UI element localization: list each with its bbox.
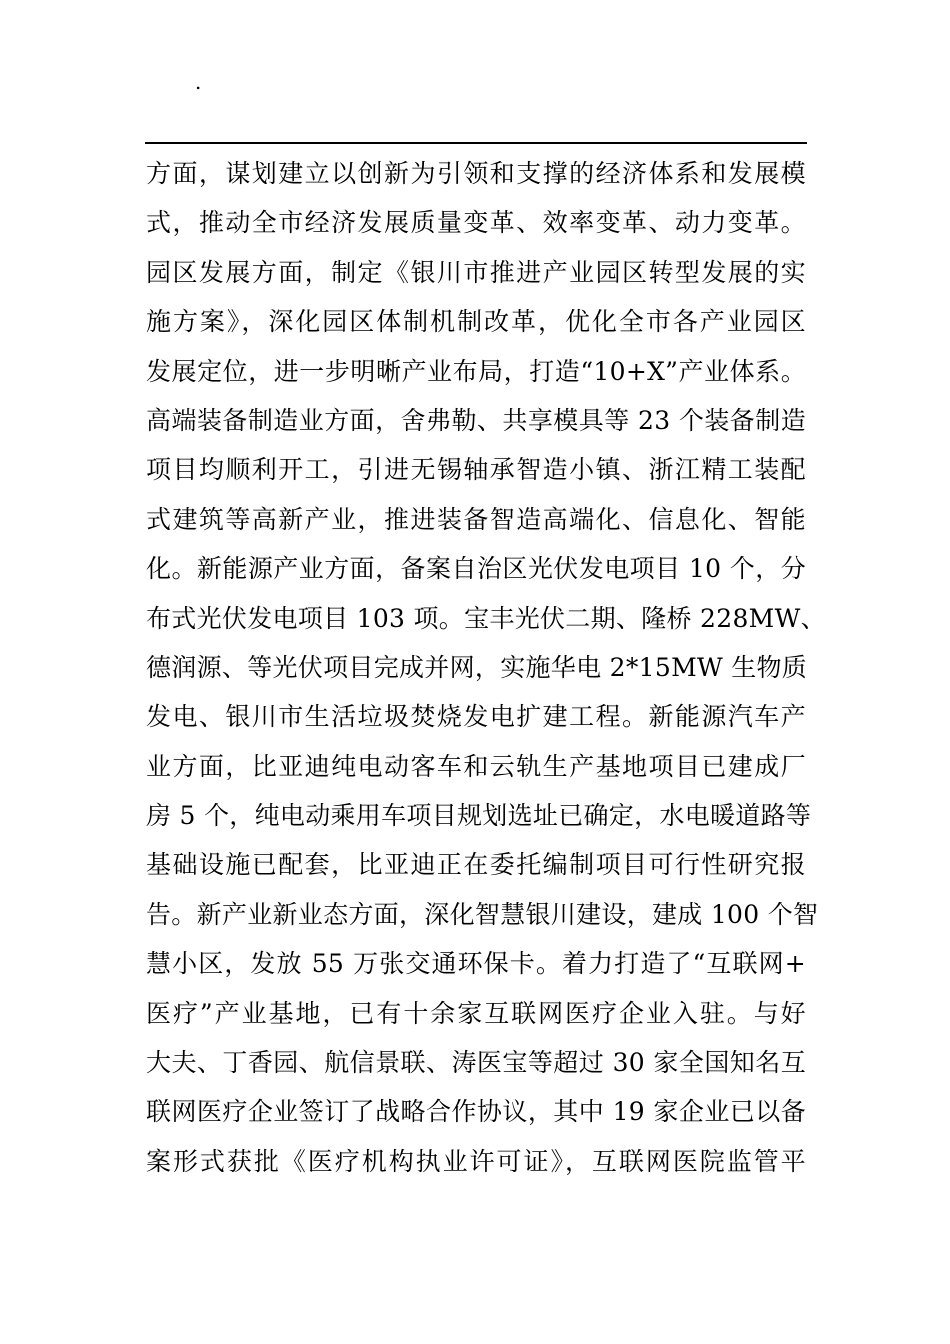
text-line: 基础设施已配套，比亚迪正在委托编制项目可行性研究报	[146, 850, 806, 880]
text-line: 医疗”产业基地，已有十余家互联网医疗企业入驻。与好	[146, 998, 806, 1028]
text-line: 大夫、丁香园、航信景联、涛医宝等超过 30 家全国知名互	[146, 1048, 806, 1078]
text-line: 高端装备制造业方面，舍弗勒、共享模具等 23 个装备制造	[146, 405, 806, 435]
text-line: 园区发展方面，制定《银川市推进产业园区转型发展的实	[146, 257, 806, 287]
text-line: 式，推动全市经济发展质量变革、效率变革、动力变革。	[146, 208, 806, 238]
text-line: 方面，谋划建立以创新为引领和支撑的经济体系和发展模	[146, 159, 806, 188]
text-line: 告。新产业新业态方面，深化智慧银川建设，建成 100 个智	[146, 899, 819, 929]
text-line: 施方案》，深化园区体制机制改革，优化全市各产业园区	[146, 307, 806, 337]
text-line: 式建筑等高新产业，推进装备智造高端化、信息化、智能	[146, 504, 806, 534]
text-line: 项目均顺利开工，引进无锡轴承智造小镇、浙江精工装配	[146, 455, 806, 485]
body-text	[146, 154, 826, 1191]
text-line: 发展定位，进一步明晰产业布局，打造“10+X”产业体系。	[146, 356, 806, 386]
header-mark: .	[195, 70, 202, 94]
text-line: 业方面，比亚迪纯电动客车和云轨生产基地项目已建成厂	[146, 751, 806, 781]
text-line: 房 5 个，纯电动乘用车项目规划选址已确定，水电暖道路等	[146, 801, 812, 831]
text-line: 德润源、等光伏项目完成并网，实施华电 2*15MW 生物质	[146, 652, 808, 682]
text-line: 布式光伏发电项目 103 项。宝丰光伏二期、隆桥 228MW、	[146, 603, 826, 633]
text-line: 联网医疗企业签订了战略合作协议，其中 19 家企业已以备	[146, 1097, 806, 1127]
text-line: 慧小区，发放 55 万张交通环保卡。着力打造了“互联网+	[146, 949, 806, 979]
header-rule	[145, 142, 807, 144]
text-line: 案形式获批《医疗机构执业许可证》，互联网医院监管平	[146, 1146, 806, 1176]
text-line: 发电、银川市生活垃圾焚烧发电扩建工程。新能源汽车产	[146, 702, 806, 732]
text-line: 化。新能源产业方面，备案自治区光伏发电项目 10 个，分	[146, 554, 806, 584]
